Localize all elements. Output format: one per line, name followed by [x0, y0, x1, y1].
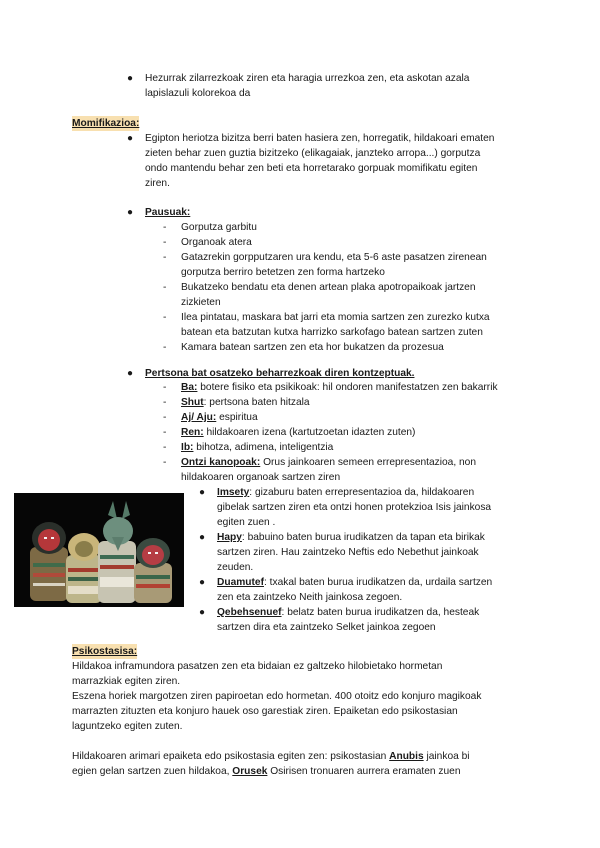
- god-item: [217, 575, 492, 590]
- concept-text: bihotza, adimena, inteligentzia: [193, 442, 334, 453]
- step-item-cont: gorputza berriro betetzen zen forma hartzeko: [181, 267, 385, 278]
- desc-line: zieten behar zuen guztia bizitzeko (elikagaiak, janzteko arropa...) gorputza: [145, 148, 481, 159]
- paragraph-line: [72, 749, 470, 764]
- canopic-jars-photo: [14, 493, 184, 607]
- concept-term: Aj/ Aju:: [181, 412, 217, 423]
- dash-icon: -: [163, 252, 167, 263]
- god-text: : gizaburu baten errepresentazioa da, hildakoaren: [249, 487, 475, 498]
- intro-line-2: lapislazuli kolorekoa da: [145, 88, 251, 99]
- step-item-cont: zizkieten: [181, 297, 221, 308]
- dash-icon: -: [163, 397, 167, 408]
- concept-term: Ba:: [181, 382, 198, 393]
- concept-item: [181, 425, 415, 440]
- god-name: Qebehsenuef: [217, 607, 282, 618]
- step-item-cont: batean eta batzutan kutxa harrizko sarkofago batean sartzen zuten: [181, 327, 483, 338]
- step-item: Kamara batean sartzen zen eta hor bukatzen da prozesua: [181, 342, 444, 353]
- step-item: Ilea pintatau, maskara bat jarri eta momia sartzen zen zurezko kutxa: [181, 312, 490, 323]
- text-segment: jainkoa bi: [423, 751, 470, 762]
- concept-item-cont: hildakoaren organoak sartzen ziren: [181, 472, 341, 483]
- bullet-icon: ●: [199, 532, 206, 543]
- mummification-heading: Momifikazioa:: [72, 118, 140, 129]
- god-item-cont: egiten zuen .: [217, 517, 276, 528]
- step-item: Gatazrekin gorpputzaren ura kendu, eta 5-6 aste pasatzen zirenean: [181, 252, 487, 263]
- dash-icon: -: [163, 342, 167, 353]
- god-item-cont: zen eta zaintzeko Neith jainkosa zegoen.: [217, 592, 403, 603]
- step-item: Bukatzeko bendatu eta denen artean plaka apotropaikoak jartzen: [181, 282, 476, 293]
- god-item-cont: zeuden.: [217, 562, 254, 573]
- jar-qebehsenuef-icon: [134, 538, 172, 603]
- paragraph-line: marrazkiak egiten ziren.: [72, 676, 181, 687]
- god-item-cont: gibelak sartzen ziren eta ontzi honen protekzioa Isis jainkosa: [217, 502, 492, 513]
- concept-term: Ontzi kanopoak:: [181, 457, 261, 468]
- dash-icon: -: [163, 427, 167, 438]
- concept-item: [181, 410, 258, 425]
- dash-icon: -: [163, 282, 167, 293]
- step-item: Gorputza garbitu: [181, 222, 257, 233]
- desc-line: ziren.: [145, 178, 170, 189]
- god-orusek: Orusek: [232, 766, 268, 777]
- god-item-cont: sartzen ziren. Hau zaintzeko Neftis edo Nebethut jainkoak: [217, 547, 479, 558]
- bullet-icon: ●: [127, 133, 134, 144]
- text-segment: Osirisen tronuaren aurrera eramaten zuen: [267, 766, 461, 777]
- concept-item: [181, 455, 476, 470]
- dash-icon: -: [163, 237, 167, 248]
- concept-text: espiritua: [216, 412, 258, 423]
- concept-text: : pertsona baten hitzala: [203, 397, 310, 408]
- paragraph-line: marrazten zituzten eta konjuro hauek oso garestiak ziren. Epaiketan edo psikostasian: [72, 706, 458, 717]
- paragraph-line: Eszena horiek margotzen ziren papiroetan edo hormetan. 400 otoitz edo konjuro magikoak: [72, 691, 482, 702]
- god-name: Hapy: [217, 532, 242, 543]
- dash-icon: -: [163, 457, 167, 468]
- concept-item: [181, 380, 498, 395]
- god-text: : babuino baten burua irudikatzen da tapan eta birikak: [241, 532, 485, 543]
- bullet-icon: ●: [127, 368, 134, 379]
- desc-line: Egipton heriotza bizitza berri baten hasiera zen, horregatik, hildakoari ematen: [145, 133, 495, 144]
- concept-text: hildakoaren izena (kartutzoetan idazten zuten): [203, 427, 416, 438]
- god-anubis: Anubis: [389, 751, 424, 762]
- paragraph-line: Hildakoa inframundora pasatzen zen eta bidaian ez galtzeko hilobietako hormetan: [72, 661, 443, 672]
- god-name: Imsety: [217, 487, 250, 498]
- paragraph-line: laguntzeko egiten zuten.: [72, 721, 183, 732]
- jar-imsety-icon: [30, 522, 68, 601]
- concept-term: Ib:: [181, 442, 194, 453]
- steps-title: Pausuak:: [145, 207, 191, 218]
- bullet-icon: ●: [199, 487, 206, 498]
- concepts-title: Pertsona bat osatzeko beharrezkoak diren kontzeptuak.: [145, 368, 415, 379]
- desc-line: ondo mantendu behar zen beti eta horretarako gorpuak momifikatu egiten: [145, 163, 478, 174]
- concept-text: botere fisiko eta psikikoak: hil ondoren manifestatzen zen bakarrik: [197, 382, 498, 393]
- concept-term: Shut: [181, 397, 204, 408]
- god-item: [217, 605, 479, 620]
- god-item-cont: sartzen dira eta zaintzeko Selket jainkoa zegoen: [217, 622, 436, 633]
- step-item: Organoak atera: [181, 237, 252, 248]
- dash-icon: -: [163, 222, 167, 233]
- god-text: : txakal baten burua irudikatzen da, urdaila sartzen: [263, 577, 493, 588]
- bullet-icon: ●: [199, 607, 206, 618]
- dash-icon: -: [163, 442, 167, 453]
- god-item: [217, 530, 485, 545]
- bullet-icon: ●: [199, 577, 206, 588]
- text-segment: Hildakoaren arimari epaiketa edo psikostasia egiten zen: psikostasian: [72, 751, 390, 762]
- god-item: [217, 485, 474, 500]
- paragraph-line: [72, 764, 461, 779]
- dash-icon: -: [163, 382, 167, 393]
- psychostasis-heading: Psikostasisa:: [72, 646, 138, 657]
- bullet-icon: ●: [127, 73, 134, 84]
- concept-item: [181, 395, 310, 410]
- dash-icon: -: [163, 312, 167, 323]
- intro-line-1: Hezurrak zilarrezkoak ziren eta haragia urrezkoa zen, eta askotan azala: [145, 73, 470, 84]
- jar-hapy-icon: [66, 533, 102, 603]
- concept-item: [181, 440, 333, 455]
- text-segment: egien gelan sartzen zuen hildakoa,: [72, 766, 233, 777]
- dash-icon: -: [163, 412, 167, 423]
- concept-term: Ren:: [181, 427, 204, 438]
- concept-text: Orus jainkoaren semeen errepresentazioa, non: [260, 457, 477, 468]
- god-text: : belatz baten burua irudikatzen da, hesteak: [281, 607, 480, 618]
- god-name: Duamutef: [217, 577, 264, 588]
- bullet-icon: ●: [127, 207, 134, 218]
